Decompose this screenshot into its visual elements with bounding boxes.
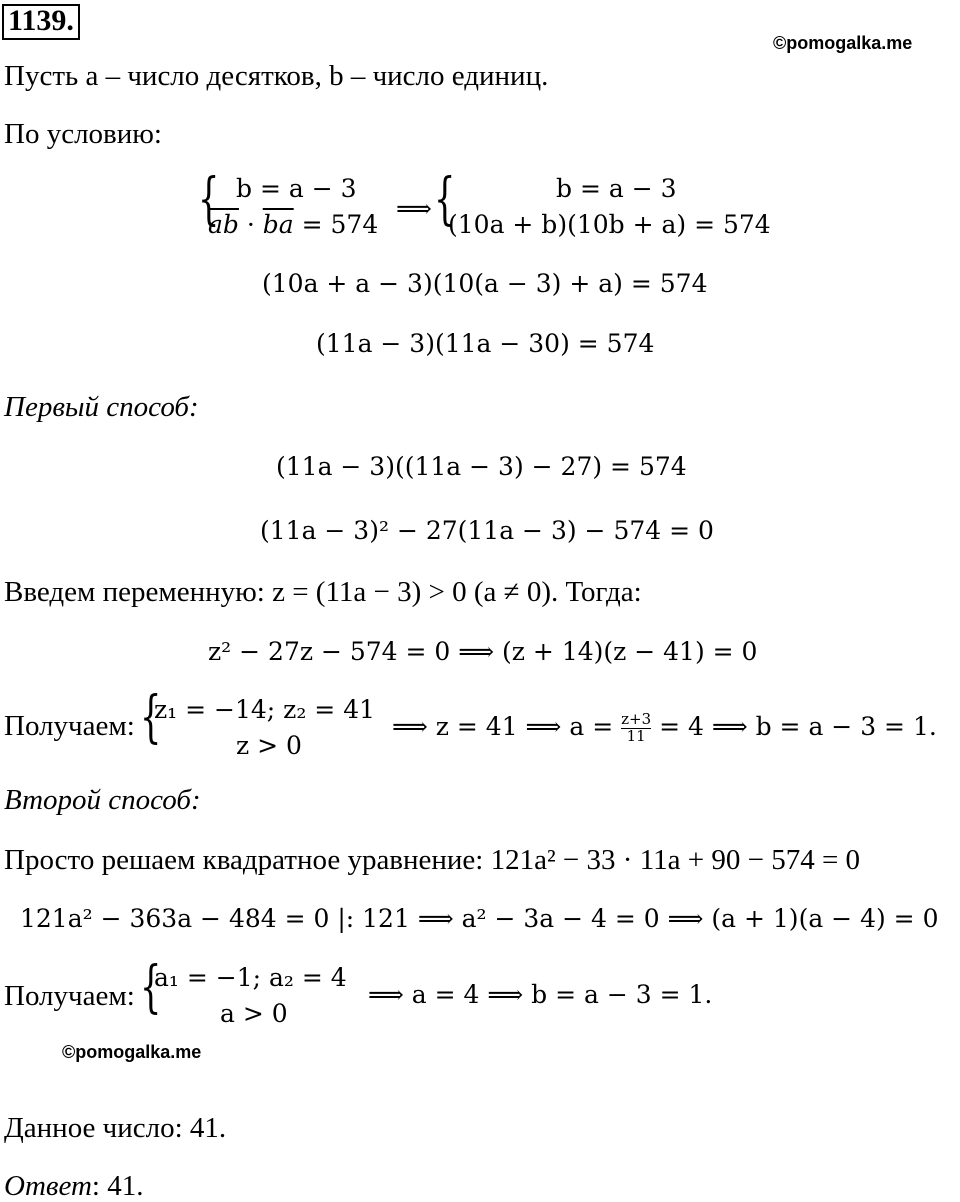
intro-text: Пусть a – число десятков, b – число единиц. [4, 60, 549, 92]
fraction-z-plus-3-over-11 [621, 712, 651, 745]
fraction-denominator: 11 [626, 726, 646, 745]
equation-6: 121a² − 363a − 484 = 0 |: 121 ⟹ a² − 3a − 4 = 0 ⟹ (a + 1)(a − 4) = 0 [20, 904, 939, 933]
digit-ab: $\overline{ab}$ [208, 210, 239, 239]
result2-line1: a₁ = −1; a₂ = 4 [154, 963, 347, 992]
brace-system1: { [198, 167, 220, 232]
equation-4: (11a − 3)² − 27(11a − 3) − 574 = 0 [260, 516, 714, 545]
given-number: Данное число: 41. [4, 1112, 227, 1144]
result2-label: Получаем: [4, 980, 135, 1012]
system1-line2: $\overline{ab} \cdot \overline{ba} = 574$ [208, 210, 379, 239]
result1-line2: z > 0 [236, 731, 302, 760]
brace-result1: { [140, 685, 162, 750]
method1-label: Первый способ: [4, 391, 199, 423]
equation-1: (10a + a − 3)(10(a − 3) + a) = 574 [262, 269, 708, 298]
answer-label: Ответ [4, 1170, 92, 1202]
system1-line2-rest: = 574 [293, 210, 379, 239]
result1-conclusion-b: = 4 ⟹ b = a − 3 = 1. [659, 711, 937, 741]
watermark-mid: ©pomogalka.me [62, 1042, 202, 1062]
problem-number: 1139. [2, 4, 80, 40]
answer-value: : 41. [91, 1170, 144, 1202]
result1-label: Получаем: [4, 710, 135, 742]
result1-conclusion [392, 712, 937, 745]
quadratic-text: Просто решаем квадратное уравнение: 121a² − 33 · 11a + 90 − 574 = 0 [4, 844, 861, 876]
result1-conclusion-a: ⟹ z = 41 ⟹ a = [392, 711, 614, 741]
digit-ba: $\overline{ba}$ [262, 210, 294, 239]
brace-system2: { [434, 167, 456, 232]
equation-3: (11a − 3)((11a − 3) − 27) = 574 [276, 452, 687, 481]
fraction-numerator: z+3 [621, 710, 652, 728]
result2-conclusion: ⟹ a = 4 ⟹ b = a − 3 = 1. [368, 980, 713, 1009]
system1-line1: b = a − 3 [236, 174, 357, 203]
system2-line1: b = a − 3 [556, 174, 677, 203]
equation-5: z² − 27z − 574 = 0 ⟹ (z + 14)(z − 41) = 0 [208, 637, 758, 666]
implies-1: ⟹ [396, 194, 432, 223]
system2-line2: (10a + b)(10b + a) = 574 [448, 210, 771, 239]
method2-label: Второй способ: [4, 784, 201, 816]
brace-result2: { [140, 955, 162, 1020]
equation-2: (11a − 3)(11a − 30) = 574 [316, 329, 655, 358]
result1-line1: z₁ = −14; z₂ = 41 [154, 695, 376, 724]
condition-label: По условию: [4, 118, 162, 150]
result2-line2: a > 0 [220, 999, 288, 1028]
watermark-top: ©pomogalka.me [773, 33, 913, 53]
substitution-text: Введем переменную: z = (11a − 3) > 0 (a ≠ 0). Тогда: [4, 576, 642, 608]
